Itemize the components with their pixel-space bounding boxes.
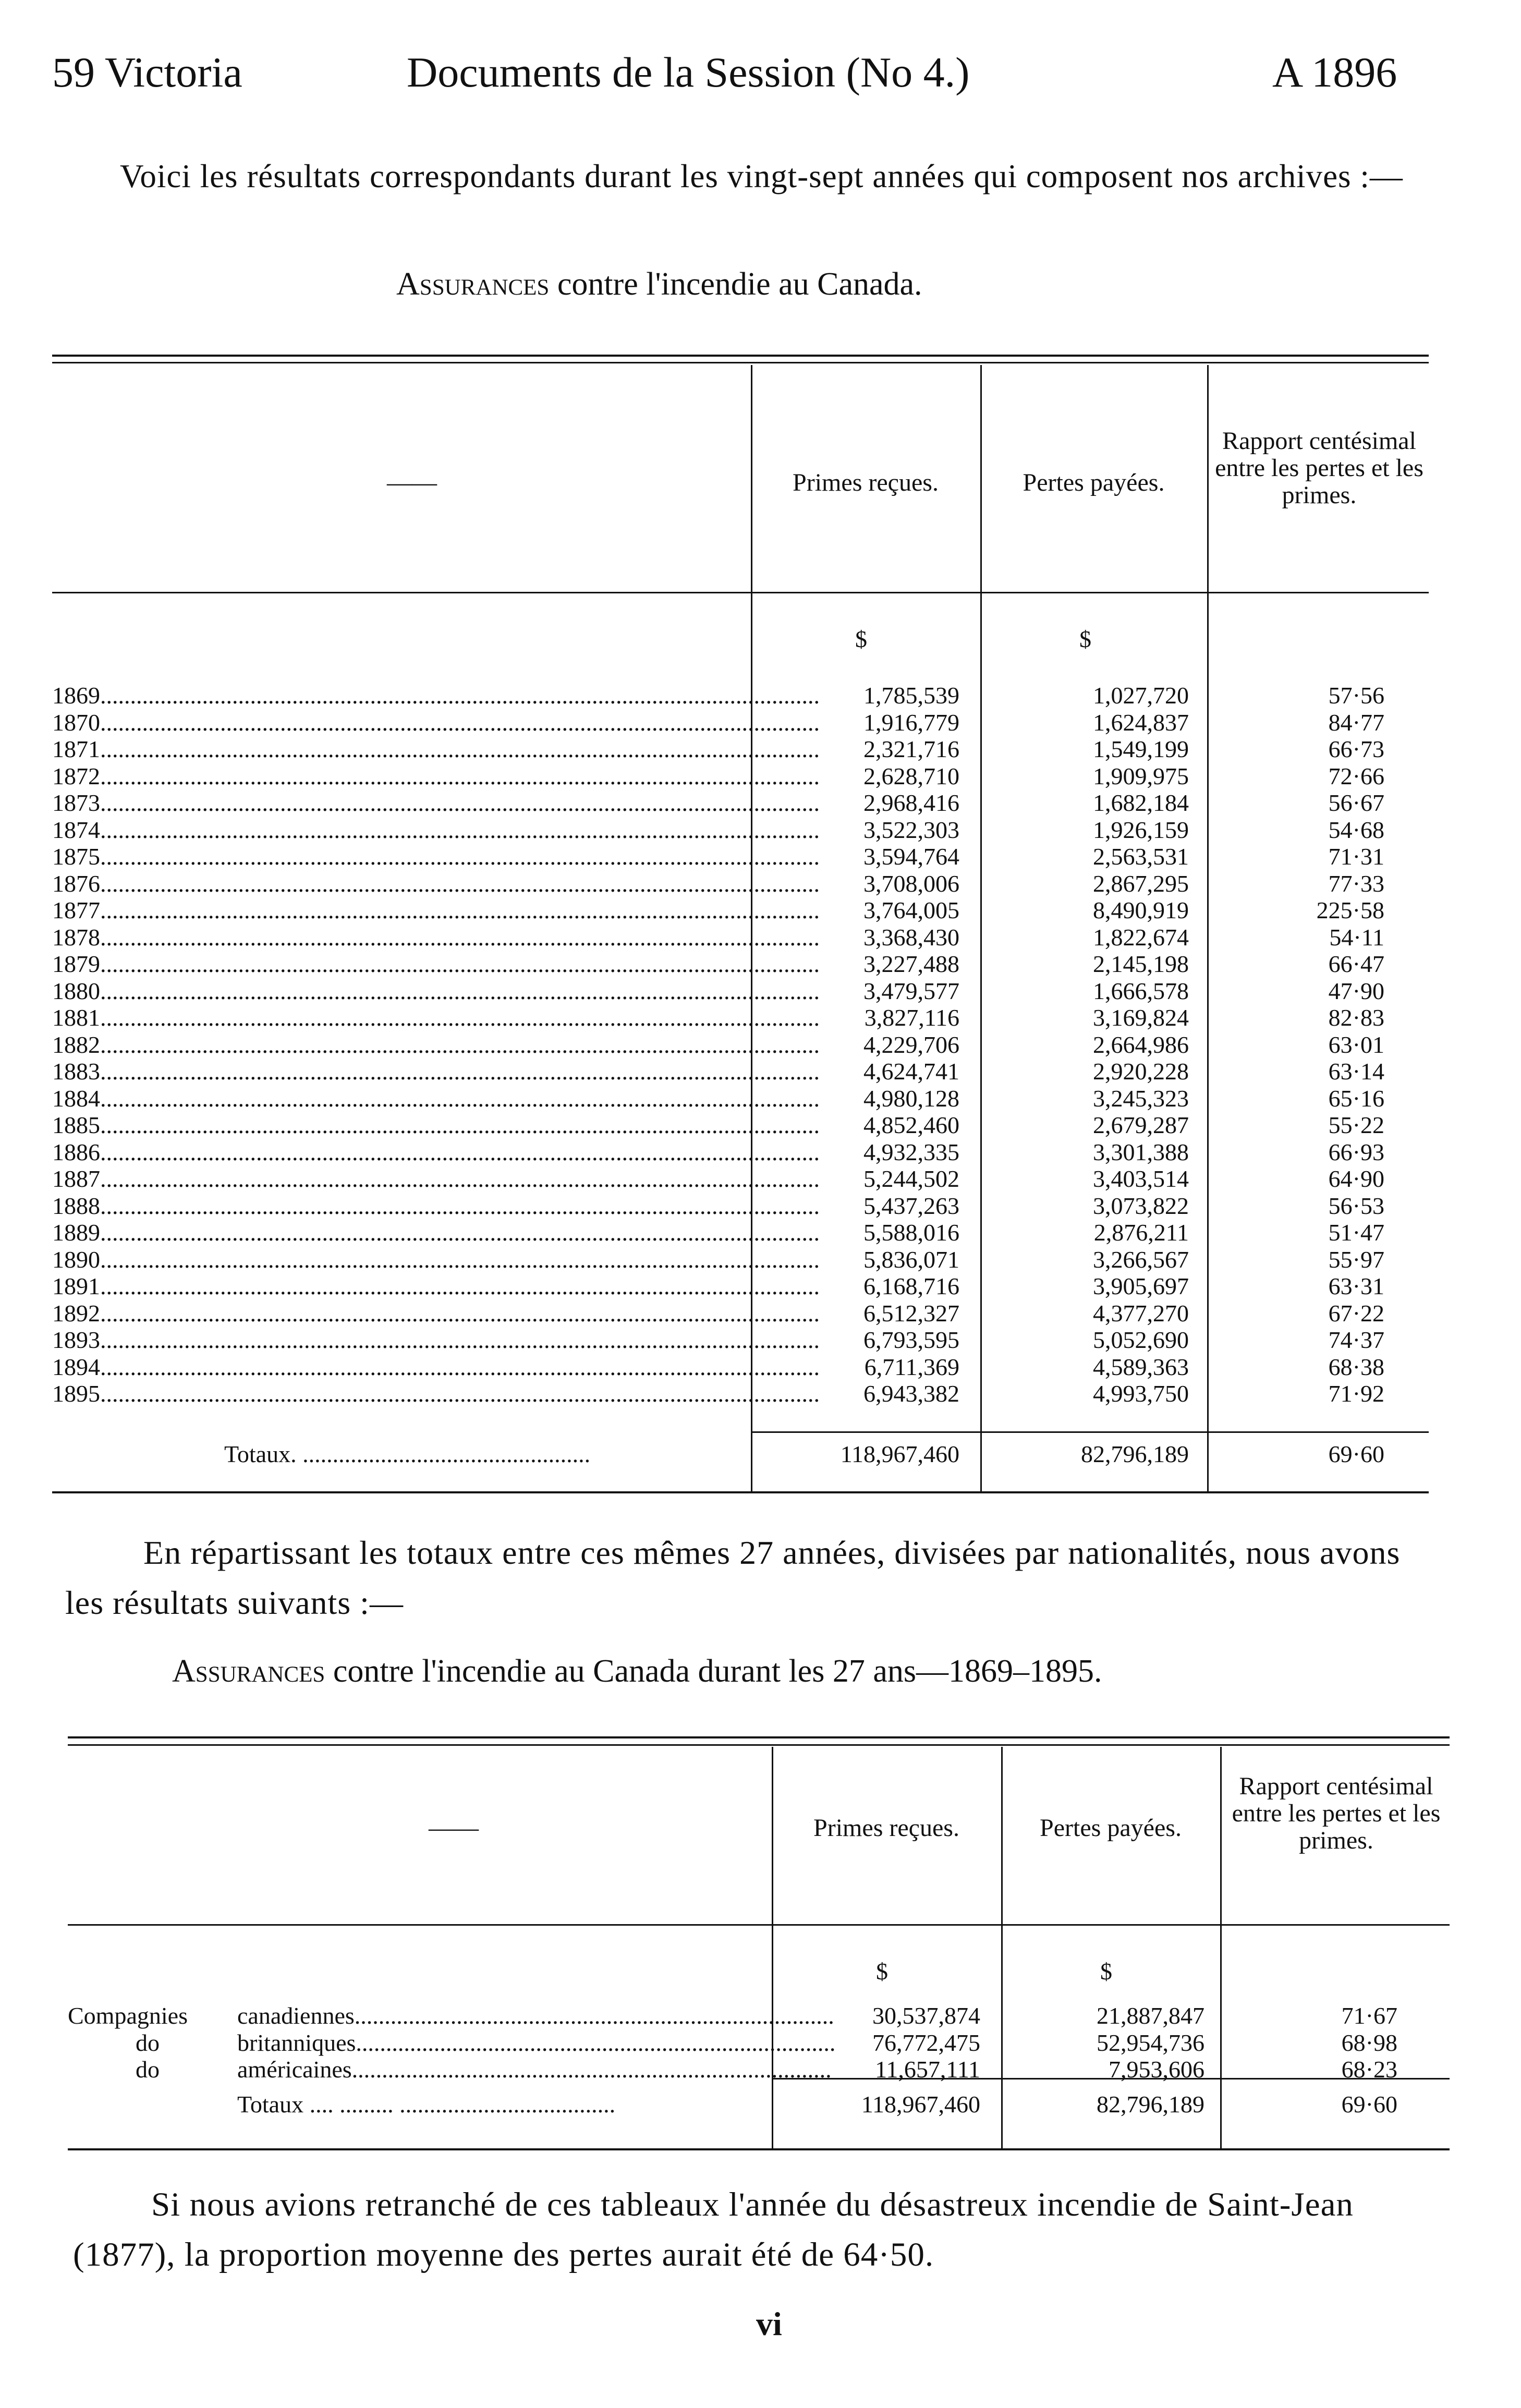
table1-primes-value: 2,321,716	[863, 736, 959, 762]
table1-pertes-value: 1,926,159	[1093, 816, 1189, 843]
table2-col-divider-2	[1001, 1747, 1003, 2148]
table1-rapport-value: 64·90	[1328, 1165, 1384, 1192]
table1-row	[0, 1085, 1521, 1112]
table1-year: 1883........................................................................................................................	[52, 1058, 820, 1085]
table2-company-type: britanniques................................................................................	[237, 2029, 836, 2056]
table1-rapport-value: 72·66	[1328, 762, 1384, 789]
table1-rapport-value: 56·67	[1328, 789, 1384, 816]
table1-primes-value: 6,793,595	[863, 1327, 959, 1353]
table1-year: 1876........................................................................................................................	[52, 870, 820, 897]
table1-row	[0, 1058, 1521, 1085]
table1-pertes-value: 4,589,363	[1093, 1353, 1189, 1380]
table1-primes-value: 4,980,128	[863, 1085, 959, 1112]
table1-row	[0, 682, 1521, 709]
table1-year: 1892........................................................................................................................	[52, 1299, 820, 1327]
closing-paragraph: Si nous avions retranché de ces tableaux l'année du désastreux incendie de Saint-Jean (1877), la proportion moyenne des pertes aurait été de 64·50.	[73, 2186, 1354, 2273]
table1-unit-primes: $	[855, 626, 867, 652]
table2-stub-dash: ——	[429, 1814, 479, 1842]
table1-primes-value: 5,588,016	[863, 1219, 959, 1246]
table2-company-type: américaines................................................................................	[237, 2056, 832, 2083]
table1-rapport-value: 68·38	[1328, 1353, 1384, 1380]
table1-year: 1887........................................................................................................................	[52, 1165, 820, 1192]
table1-row	[0, 843, 1521, 870]
table2-top-rule-2	[68, 1744, 1450, 1746]
table1-rapport-value: 66·73	[1328, 736, 1384, 762]
table1-rapport-value: 66·47	[1328, 951, 1384, 977]
table1-row	[0, 897, 1521, 923]
table1-year: 1889........................................................................................................................	[52, 1219, 820, 1246]
table1-year: 1881........................................................................................................................	[52, 1004, 820, 1031]
table1-rapport-value: 57·56	[1328, 682, 1384, 709]
table2-company-type: canadiennes................................................................................	[237, 2002, 834, 2029]
table1-row	[0, 1165, 1521, 1192]
table1-pertes-value: 5,052,690	[1093, 1327, 1189, 1353]
table1-pertes-value: 2,679,287	[1093, 1112, 1189, 1138]
table1-rapport-value: 84·77	[1328, 709, 1384, 736]
table1-year: 1885........................................................................................................................	[52, 1112, 820, 1138]
table1-rapport-value: 74·37	[1328, 1327, 1384, 1353]
table2-row	[0, 2056, 1521, 2083]
table1-row	[0, 736, 1521, 762]
table1-total-row	[0, 1441, 1521, 1467]
table1-rapport-value: 55·97	[1328, 1246, 1384, 1273]
table1-pertes-value: 3,245,323	[1093, 1085, 1189, 1112]
table1-total-label: Totaux. ................................................	[224, 1441, 591, 1467]
table1-rapport-value: 63·14	[1328, 1058, 1384, 1085]
table1-row	[0, 1193, 1521, 1219]
table2-unit-pertes: $	[1100, 1958, 1112, 1985]
table2-company-prefix: do	[136, 2029, 160, 2056]
table1-rapport-value: 54·11	[1329, 923, 1384, 951]
table1-row	[0, 1004, 1521, 1031]
table1-primes-value: 3,227,488	[863, 951, 959, 977]
table1-row	[0, 1139, 1521, 1165]
table1-pertes-value: 2,563,531	[1093, 843, 1189, 870]
middle-paragraph: En répartissant les totaux entre ces mêmes 27 années, divisées par nationalités, nous avons les résultats suivants :—	[65, 1534, 1401, 1621]
table1-rapport-value: 225·58	[1316, 897, 1384, 923]
table1-primes-value: 5,437,263	[863, 1192, 959, 1219]
table1-year: 1884........................................................................................................................	[52, 1085, 820, 1112]
table1-year: 1888........................................................................................................................	[52, 1192, 820, 1219]
table1-primes-value: 4,852,460	[863, 1112, 959, 1138]
table1-row	[0, 1219, 1521, 1246]
table1-primes-value: 6,512,327	[863, 1299, 959, 1327]
table1-rapport-value: 47·90	[1328, 977, 1384, 1004]
table1-row	[0, 1300, 1521, 1327]
table2-primes-value: 11,657,111	[875, 2056, 980, 2083]
table1-pertes-value: 3,266,567	[1093, 1246, 1189, 1273]
table1-row	[0, 951, 1521, 977]
table1-pertes-value: 1,624,837	[1093, 709, 1189, 736]
table2-caption-smallcaps: Assurances	[172, 1653, 325, 1689]
table1-primes-value: 3,594,764	[863, 843, 959, 870]
table1-col-pertes: Pertes payées.	[1023, 469, 1165, 496]
table1-col-primes: Primes reçues.	[793, 469, 939, 496]
table1-total-rapport: 69·60	[1328, 1441, 1384, 1467]
table1-rapport-value: 56·53	[1328, 1192, 1384, 1219]
table1-row	[0, 1031, 1521, 1058]
table2-company-prefix: Compagnies	[68, 2002, 188, 2029]
table1-row	[0, 1246, 1521, 1273]
table2-total-rapport: 69·60	[1341, 2091, 1397, 2118]
table1-rapport-value: 77·33	[1328, 870, 1384, 897]
table1-rapport-value: 71·92	[1328, 1380, 1384, 1407]
table2-bottom-rule	[68, 2148, 1450, 2150]
table1-pertes-value: 3,169,824	[1093, 1004, 1189, 1031]
table1-primes-value: 6,168,716	[863, 1273, 959, 1299]
table1-row	[0, 1112, 1521, 1138]
table1-pertes-value: 8,490,919	[1093, 897, 1189, 923]
table1-pertes-value: 1,909,975	[1093, 762, 1189, 789]
table1-top-rule	[52, 355, 1429, 357]
table1-pertes-value: 3,301,388	[1093, 1138, 1189, 1165]
table2-rapport-value: 68·98	[1341, 2029, 1397, 2056]
table2-units-row	[0, 1958, 1521, 1985]
table1-row	[0, 1354, 1521, 1380]
table1-primes-value: 3,522,303	[863, 816, 959, 843]
table1-year: 1893........................................................................................................................	[52, 1327, 820, 1353]
table2-rapport-value: 71·67	[1341, 2002, 1397, 2029]
table2-col-rapport: Rapport centésimal entre les pertes et les primes.	[1232, 1772, 1441, 1854]
table1-caption-text: contre l'incendie au Canada.	[549, 266, 922, 302]
table1-primes-value: 3,479,577	[863, 977, 959, 1004]
table1-year: 1874........................................................................................................................	[52, 816, 820, 843]
table1-year: 1877........................................................................................................................	[52, 897, 820, 923]
table1-primes-value: 3,827,116	[864, 1004, 959, 1031]
table1-primes-value: 1,785,539	[863, 682, 959, 709]
table1-primes-value: 2,968,416	[863, 789, 959, 816]
table1-year: 1875........................................................................................................................	[52, 843, 820, 870]
table1-year: 1891........................................................................................................................	[52, 1273, 820, 1299]
table1-pertes-value: 3,905,697	[1093, 1273, 1189, 1299]
table1-top-rule-2	[52, 362, 1429, 363]
table2-primes-value: 30,537,874	[872, 2002, 980, 2029]
table1-year: 1878........................................................................................................................	[52, 923, 820, 951]
table2-company-prefix: do	[136, 2056, 160, 2083]
table1-pertes-value: 1,549,199	[1093, 736, 1189, 762]
table1-pertes-value: 1,682,184	[1093, 789, 1189, 816]
table2-pertes-value: 21,887,847	[1097, 2002, 1204, 2029]
table1-year: 1894........................................................................................................................	[52, 1353, 820, 1380]
table1-year: 1879........................................................................................................................	[52, 951, 820, 977]
table2-col-divider-1	[772, 1747, 773, 2148]
table2-pertes-value: 52,954,736	[1097, 2029, 1204, 2056]
table2-total-row	[0, 2091, 1521, 2118]
table1-pertes-value: 2,664,986	[1093, 1031, 1189, 1058]
table1-primes-value: 2,628,710	[863, 762, 959, 789]
table1-pertes-value: 2,876,211	[1093, 1219, 1189, 1246]
table1-row	[0, 1380, 1521, 1407]
table1-primes-value: 3,368,430	[863, 923, 959, 951]
table1-row	[0, 789, 1521, 816]
table1-rapport-value: 55·22	[1328, 1112, 1384, 1138]
header-session: 59 Victoria	[52, 48, 242, 96]
table1-primes-value: 3,764,005	[863, 897, 959, 923]
table2-unit-primes: $	[876, 1958, 888, 1985]
table2-col-divider-3	[1220, 1747, 1222, 2148]
table1-total-primes: 118,967,460	[840, 1441, 959, 1467]
table1-row	[0, 978, 1521, 1004]
table1-pertes-value: 3,073,822	[1093, 1192, 1189, 1219]
table1-unit-pertes: $	[1079, 626, 1091, 652]
table1-header-rule	[52, 592, 1429, 593]
table1-rapport-value: 54·68	[1328, 816, 1384, 843]
table1-row	[0, 709, 1521, 736]
table1-year: 1870........................................................................................................................	[52, 709, 820, 736]
table1-caption	[396, 266, 922, 303]
table1-caption-smallcaps: Assurances	[396, 266, 550, 302]
table1-row	[0, 817, 1521, 843]
table2-header-rule	[68, 1924, 1450, 1926]
header-title: Documents de la Session (No 4.)	[407, 48, 970, 96]
table1-pertes-value: 1,027,720	[1093, 682, 1189, 709]
table1-pertes-value: 4,993,750	[1093, 1380, 1189, 1407]
table1-row	[0, 924, 1521, 951]
table1-units-row	[0, 626, 1521, 652]
table1-primes-value: 4,229,706	[863, 1031, 959, 1058]
table1-pertes-value: 2,867,295	[1093, 870, 1189, 897]
table1-year: 1882........................................................................................................................	[52, 1031, 820, 1058]
table1-rapport-value: 63·01	[1328, 1031, 1384, 1058]
table2-rapport-value: 68·23	[1341, 2056, 1397, 2083]
table2-total-primes: 118,967,460	[861, 2091, 980, 2118]
table1-year: 1890........................................................................................................................	[52, 1246, 820, 1273]
table1-pertes-value: 3,403,514	[1093, 1165, 1189, 1192]
page-number: vi	[756, 2305, 782, 2342]
table1-total-rule	[751, 1431, 1429, 1433]
table1-primes-value: 6,711,369	[864, 1353, 959, 1380]
table2-col-pertes: Pertes payées.	[1040, 1814, 1182, 1842]
table1-rapport-value: 67·22	[1328, 1299, 1384, 1327]
table2-row	[0, 2029, 1521, 2056]
table1-year: 1873........................................................................................................................	[52, 789, 820, 816]
table1-bottom-rule	[52, 1491, 1429, 1493]
table1-pertes-value: 1,666,578	[1093, 977, 1189, 1004]
table1-year: 1895........................................................................................................................	[52, 1380, 820, 1407]
table2-caption-text: contre l'incendie au Canada durant les 27 ans—1869–1895.	[325, 1653, 1102, 1689]
table1-rapport-value: 63·31	[1328, 1273, 1384, 1299]
table1-row	[0, 1273, 1521, 1299]
table1-year: 1872........................................................................................................................	[52, 762, 820, 789]
table1-year: 1886........................................................................................................................	[52, 1138, 820, 1165]
table1-pertes-value: 2,920,228	[1093, 1058, 1189, 1085]
table1-year: 1880........................................................................................................................	[52, 977, 820, 1004]
table1-primes-value: 6,943,382	[863, 1380, 959, 1407]
table2-pertes-value: 7,953,606	[1109, 2056, 1204, 2083]
table2-total-label: Totaux .... ......... ....................................	[237, 2091, 616, 2118]
table1-row	[0, 1327, 1521, 1353]
table1-year: 1871........................................................................................................................	[52, 736, 820, 762]
table1-row	[0, 870, 1521, 897]
table2-primes-value: 76,772,475	[872, 2029, 980, 2056]
table1-primes-value: 5,836,071	[863, 1246, 959, 1273]
header-document-number: A 1896	[1272, 48, 1397, 96]
table1-year: 1869........................................................................................................................	[52, 682, 820, 709]
table2-row	[0, 2002, 1521, 2029]
table2-col-primes: Primes reçues.	[813, 1814, 959, 1842]
table1-primes-value: 5,244,502	[863, 1165, 959, 1192]
table1-primes-value: 1,916,779	[863, 709, 959, 736]
table1-pertes-value: 1,822,674	[1093, 923, 1189, 951]
table1-rapport-value: 66·93	[1328, 1138, 1384, 1165]
table1-primes-value: 4,624,741	[863, 1058, 959, 1085]
table1-col-rapport: Rapport centésimal entre les pertes et les primes.	[1215, 427, 1423, 509]
table1-pertes-value: 4,377,270	[1093, 1299, 1189, 1327]
table1-row	[0, 763, 1521, 789]
table1-total-pertes: 82,796,189	[1081, 1441, 1189, 1467]
table1-primes-value: 4,932,335	[863, 1138, 959, 1165]
intro-paragraph: Voici les résultats correspondants durant les vingt-sept années qui composent nos archives :—	[120, 158, 1403, 194]
table1-rapport-value: 65·16	[1328, 1085, 1384, 1112]
table1-stub-dash: ——	[387, 469, 437, 496]
table1-rapport-value: 71·31	[1328, 843, 1384, 870]
table1-rapport-value: 82·83	[1328, 1004, 1384, 1031]
table2-caption	[172, 1653, 1102, 1690]
table2-total-pertes: 82,796,189	[1097, 2091, 1204, 2118]
table1-pertes-value: 2,145,198	[1093, 951, 1189, 977]
table2-top-rule	[68, 1736, 1450, 1738]
table1-rapport-value: 51·47	[1328, 1219, 1384, 1246]
table1-primes-value: 3,708,006	[863, 870, 959, 897]
